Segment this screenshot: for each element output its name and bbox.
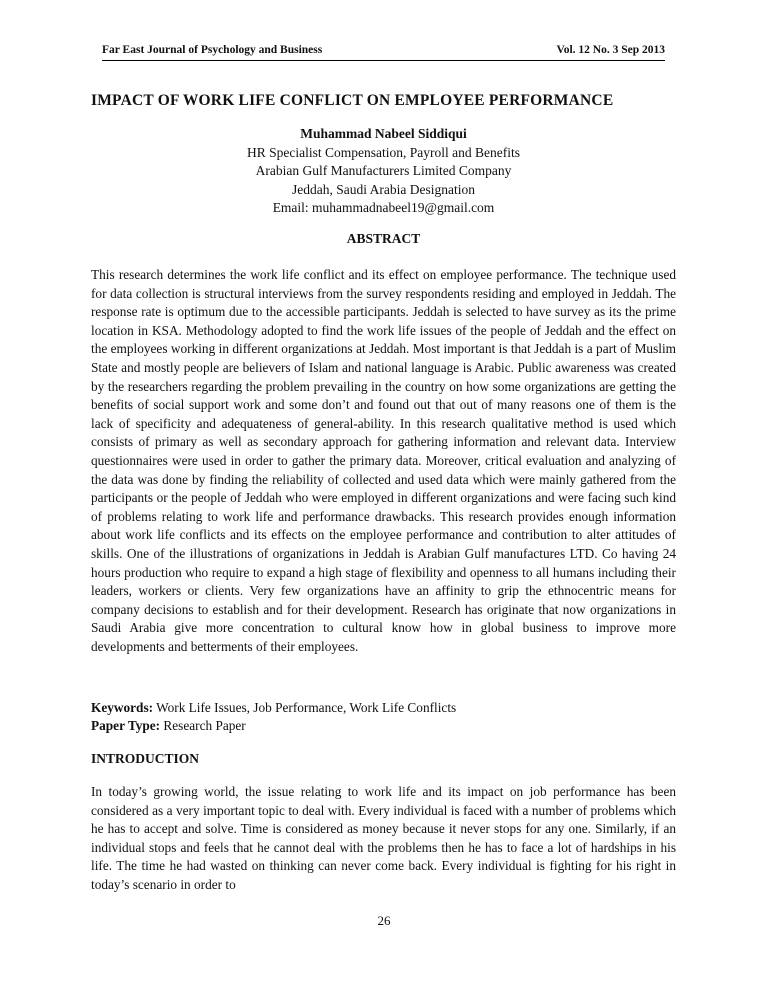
introduction-text: In today’s growing world, the issue relating to work life and its impact on job performance has been considered as a very important topic to deal with. Every individual is faced with a number of problems which he has to accept and solve. Time is considered as money because it never stops for any one. Similarly, if an individual stops and feels that he cannot deal with the problems then he has to face a lot of hardships in his life. The time he had wasted on thinking can never come back. Every individual is fighting for his right in today’s scenario in order to xyxy=(91,784,676,892)
volume-info: Vol. 12 No. 3 Sep 2013 xyxy=(556,44,665,56)
keywords-label: Keywords: xyxy=(91,700,154,715)
keywords-line xyxy=(91,700,676,716)
author-block xyxy=(91,125,676,218)
abstract-heading: ABSTRACT xyxy=(346,231,421,246)
abstract-text: This research determines the work life conflict and its effect on employee performance. The technique used for data collection is structural interviews from the survey respondents residing and employed in Jeddah. The response rate is optimum due to the accessible participants. Jeddah is selected to have survey as its the prime location in KSA. Methodology adopted to find the work life issues of the people of Jeddah and the effect on the employees working in different organizations at Jeddah. Most important is that Jeddah is a part of Muslim State and mostly people are believers of Islam and national language is Arabic. Public awareness was created by the researchers regarding the problem prevailing in the country on how some organizations are getting the benefits of social support work and some don’t and found out that out of many reasons one of them is the lack of specificity and adequateness of general-ability. In this research qualitative method is used which consists of primary as well as secondary approach for gathering information and relevant data. Interview questionnaires were used in order to gather the primary data. Moreover, critical evaluation and analyzing of the data was done by finding the reliability of collected and used data which were mainly gathered from the participants or the people of Jeddah who were employed in different organizations and were facing such kind of problems relating to work life and performance drawbacks. This research provides enough information about work life conflicts and its effects on the employee performance and contribution to alter attitudes of skills. One of the illustrations of organizations in Jeddah is Arabian Gulf manufactures LTD. Co having 24 hours production who require to expand a high stage of flexibility and openness to all humans including their leaders, workers or clients. Very few organizations have an affinity to grip the ethnocentric means for company decisions to establish and for their development. Research has originate that now organizations in Saudi Arabia give more concentration to cultural know how in global business to improve more developments and betterments of their employees. xyxy=(91,267,676,654)
running-header xyxy=(102,44,665,61)
author-email: Email: muhammadnabeel19@gmail.com xyxy=(272,200,495,215)
author-affiliation-line: Arabian Gulf Manufacturers Limited Company xyxy=(255,163,512,178)
introduction-heading: INTRODUCTION xyxy=(91,751,200,766)
paper-type-label: Paper Type: xyxy=(91,718,161,733)
paper-type-value: Research Paper xyxy=(163,718,246,733)
paper-type-line xyxy=(91,718,676,734)
author-affiliation-line: Jeddah, Saudi Arabia Designation xyxy=(292,181,475,197)
author-affiliation-line: HR Specialist Compensation, Payroll and Benefits xyxy=(247,144,520,160)
keywords-value: Work Life Issues, Job Performance, Work Life Conflicts xyxy=(156,700,457,715)
author-name: Muhammad Nabeel Siddiqui xyxy=(300,126,467,141)
paper-title: IMPACT OF WORK LIFE CONFLICT ON EMPLOYEE PERFORMANCE xyxy=(91,92,614,109)
page-number: 26 xyxy=(377,913,391,928)
journal-name: Far East Journal of Psychology and Business xyxy=(102,44,323,56)
